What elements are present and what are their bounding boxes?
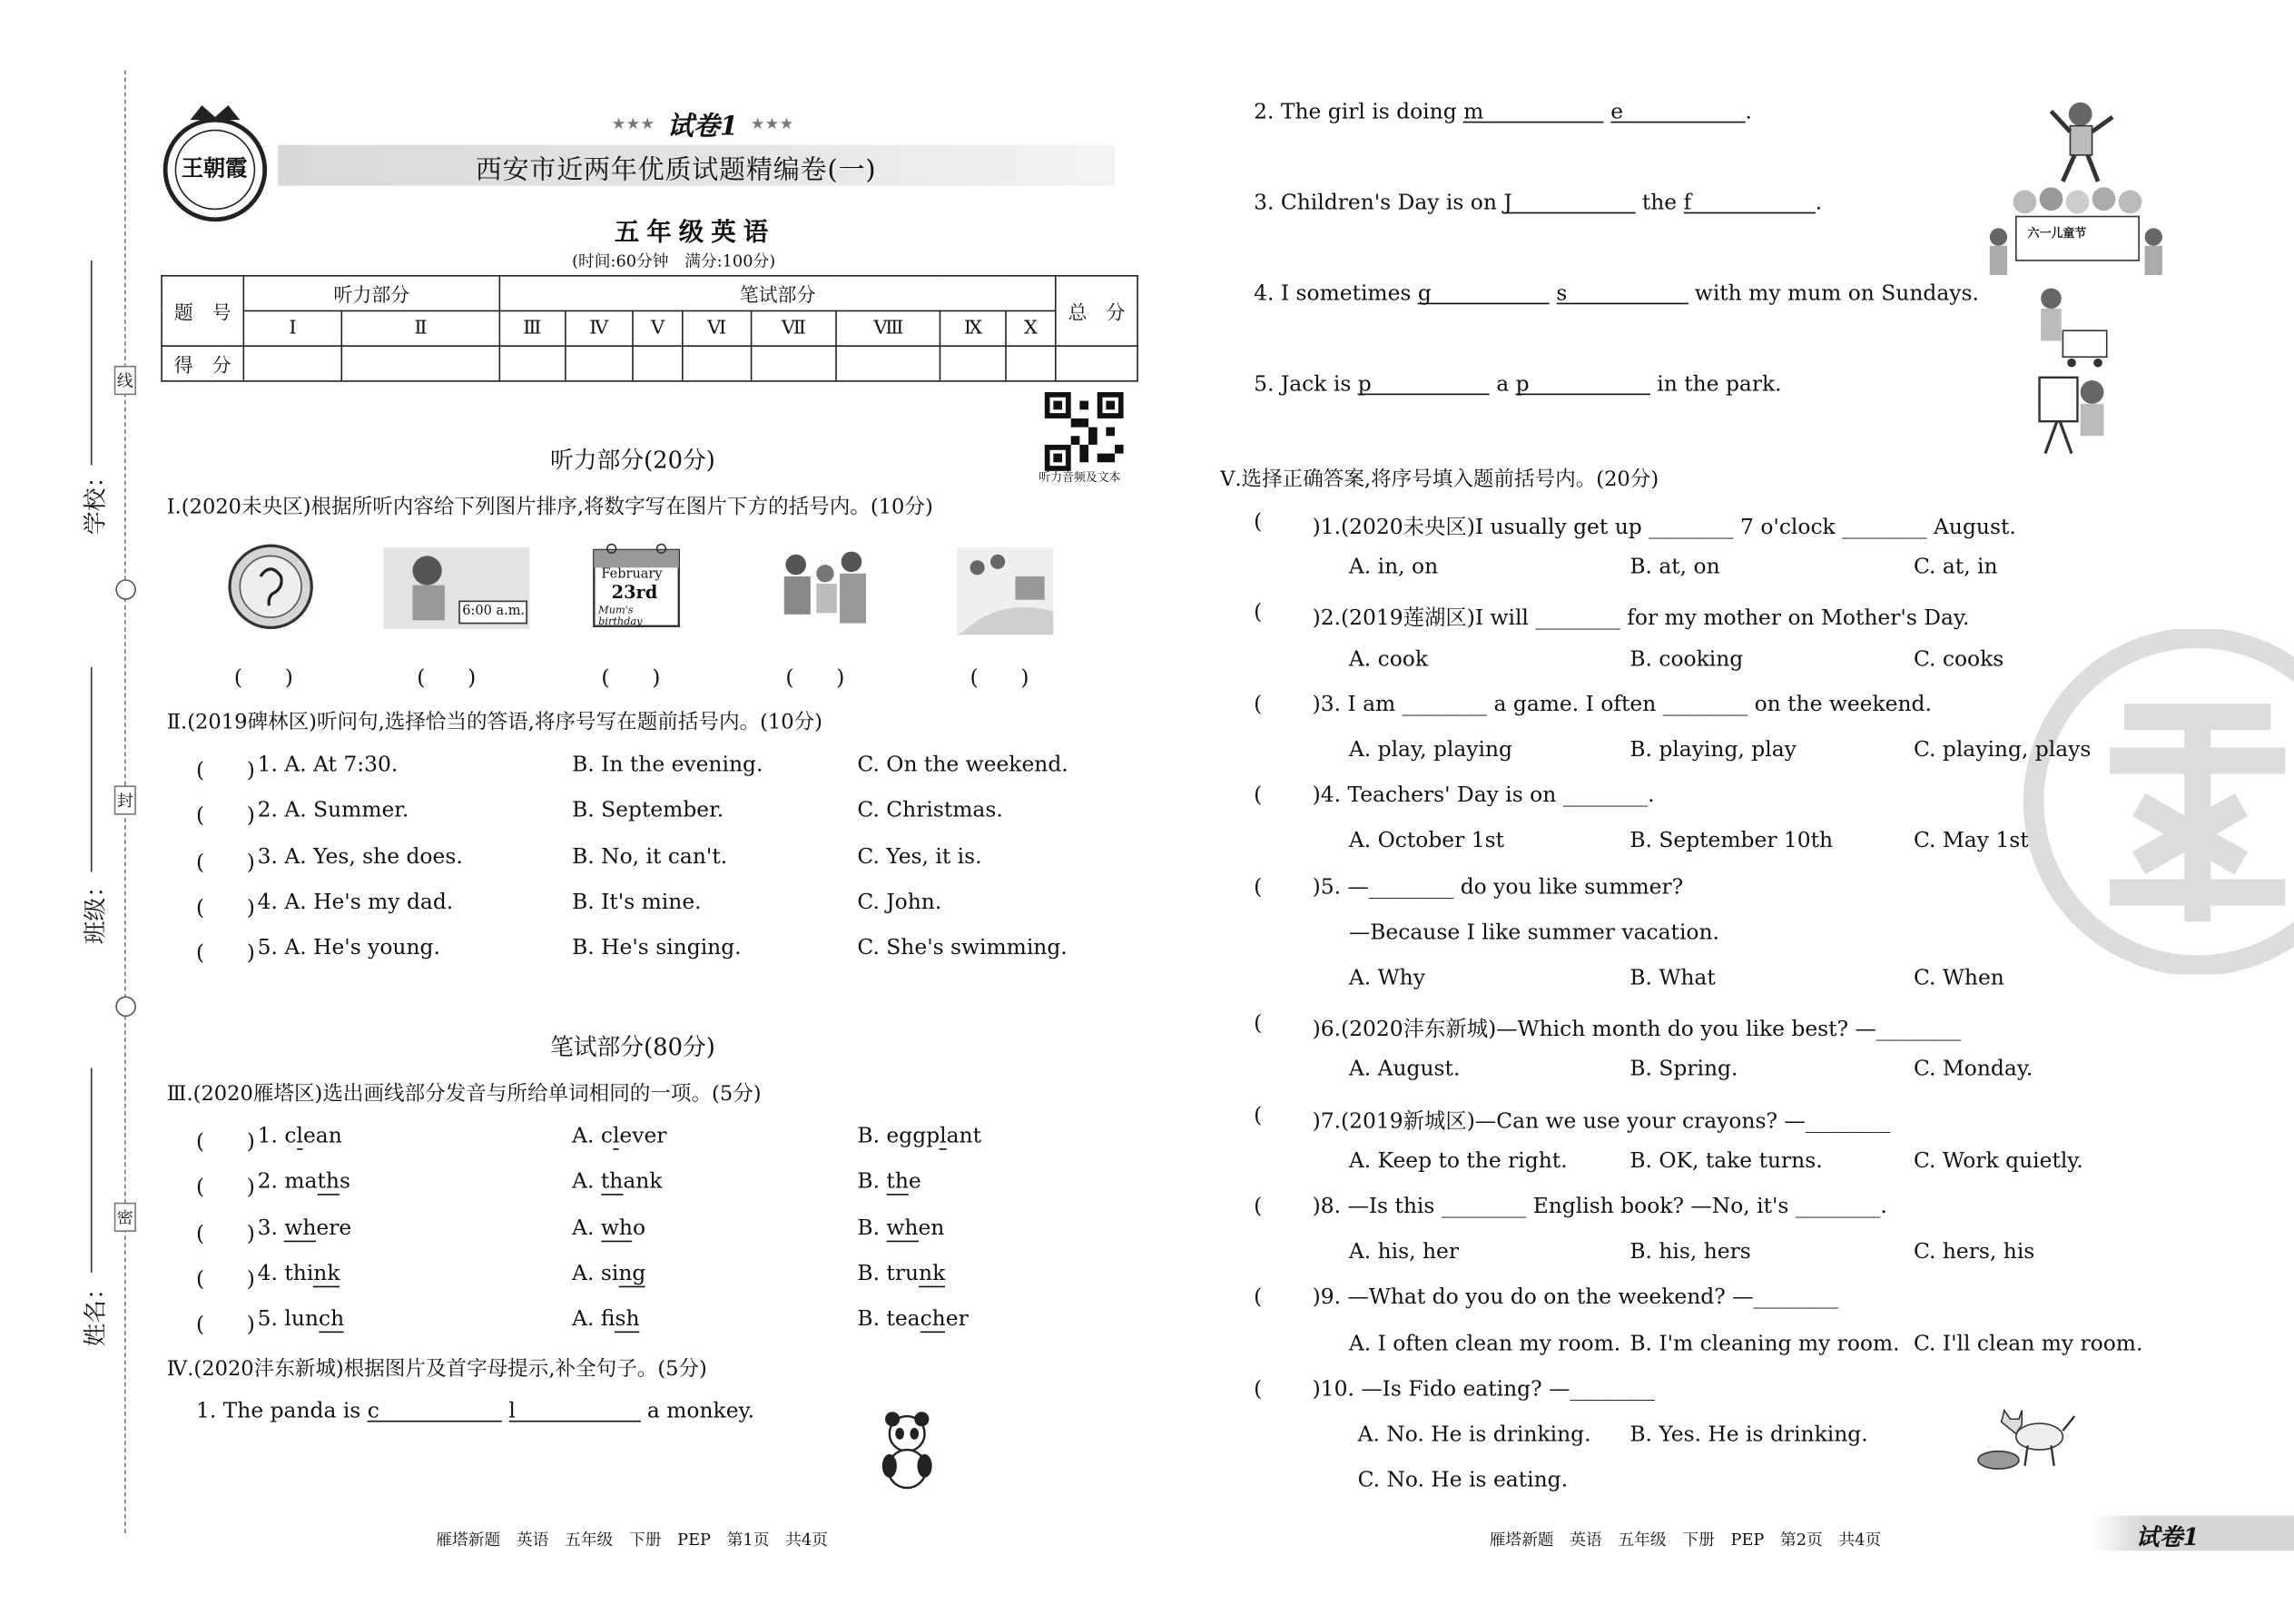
option-b [857, 1216, 944, 1240]
question-number: 2. [257, 1170, 278, 1195]
numeral-cell: Ⅷ [837, 310, 940, 346]
option-a: A. No. He is drinking. [1357, 1423, 1591, 1447]
part1-title: Ⅰ.(2020未央区)根据所听内容给下列图片排序,将数字写在图片下方的括号内。(10分) [166, 496, 933, 520]
answer-bracket[interactable]: ( ) [195, 896, 255, 920]
listening-heading: 听力部分(20分) [549, 446, 715, 475]
underlined-sound: ch [920, 1308, 946, 1332]
word-part: ank [623, 1170, 663, 1195]
answer-bracket-open[interactable]: ( [1254, 784, 1263, 808]
score-cell[interactable] [565, 346, 632, 381]
option-c: C. On the weekend. [857, 753, 1068, 777]
word-part: A. [572, 1216, 601, 1240]
seal-secret-char: 密 [114, 1203, 136, 1232]
underlined-sound: l [296, 1125, 303, 1149]
letter-blank[interactable] [1418, 282, 1550, 304]
question-word [258, 1125, 342, 1148]
question-text-line2: —Because I like summer vacation. [1348, 920, 1719, 945]
answer-bracket[interactable]: ( ) [785, 666, 845, 691]
answer-bracket[interactable]: ( ) [195, 804, 255, 829]
letter-blank[interactable] [368, 1400, 502, 1422]
option-b: B. He's singing. [572, 936, 742, 960]
letter-blank[interactable] [508, 1400, 640, 1422]
score-cell[interactable] [633, 346, 683, 381]
underlined-sound: nk [919, 1262, 946, 1286]
option-c: C. When [1913, 967, 2004, 991]
option-a: A. cook [1348, 647, 1429, 672]
underlined-sound: wh [284, 1216, 317, 1240]
option-a: 4. A. He's my dad. [257, 891, 454, 915]
question-text: )5. —________ do you like summer? [1312, 875, 1684, 900]
option-c: C. Yes, it is. [857, 844, 982, 869]
answer-bracket-open[interactable]: ( [1254, 601, 1263, 625]
underlined-sound: th [886, 1170, 909, 1195]
question-text: )1.(2020未央区)I usually get up ________ 7 o'clock ________ August. [1312, 516, 2016, 540]
fill-in-sentence [1254, 101, 1752, 124]
part4-title: Ⅳ.(2020沣东新城)根据图片及首字母提示,补全句子。(5分) [166, 1357, 707, 1382]
word-part: ere [316, 1216, 352, 1240]
word-part: ma [284, 1170, 318, 1195]
answer-bracket[interactable]: ( ) [417, 666, 477, 691]
underlined-sound: nk [313, 1262, 340, 1286]
word-part: er [945, 1308, 969, 1332]
writing-header: 笔试部分 [499, 276, 1055, 311]
word-part: A. si [572, 1262, 619, 1286]
option-a: 5. A. He's young. [257, 936, 440, 960]
dog-picture-icon [1972, 1402, 2077, 1475]
score-table [161, 275, 1138, 382]
numeral-cell: Ⅹ [1006, 310, 1056, 346]
numeral-cell: Ⅶ [751, 310, 837, 346]
paper-number: 试卷1 [666, 111, 739, 143]
class-blank[interactable] [91, 667, 93, 872]
option-a: A. Keep to the right. [1348, 1149, 1568, 1174]
letter-blank[interactable] [1556, 282, 1688, 304]
sentence-start: 5. Jack is [1254, 372, 1358, 397]
word-part: A. [572, 1170, 601, 1195]
sentence-mid [1550, 282, 1556, 306]
shopping-picture-icon [2028, 284, 2112, 369]
letter-blank[interactable] [1684, 192, 1816, 213]
word-part: ever [619, 1125, 667, 1149]
word-part: B. [857, 1216, 887, 1240]
part2-title: Ⅱ.(2019碑林区)听问句,选择恰当的答语,将序号写在题前括号内。(10分) [166, 711, 822, 735]
hint-letter: c [367, 1400, 379, 1424]
sentence-start: 2. The girl is doing [1254, 101, 1464, 124]
score-cell[interactable] [1006, 346, 1056, 381]
secret-stamp-watermark-icon [2022, 629, 2294, 974]
question-number: 3. [257, 1216, 278, 1240]
option-c: C. Christmas. [857, 799, 1003, 823]
option-c: C. hers, his [1913, 1240, 2035, 1265]
option-a: A. I often clean my room. [1348, 1332, 1621, 1356]
word-part: B. [857, 1170, 887, 1195]
option-b: B. at, on [1629, 556, 1720, 580]
question-number: 5. [257, 1308, 278, 1332]
question-text: )3. I am ________ a game. I often ________ on the weekend. [1312, 693, 1932, 717]
footer-left: 雁塔新题 英语 五年级 下册 PEP 第1页 共4页 [436, 1530, 828, 1550]
time-info: (时间:60分钟 满分:100分) [572, 251, 776, 271]
option-b: B. I'm cleaning my room. [1629, 1332, 1900, 1356]
sentence-end: a monkey. [640, 1400, 755, 1424]
binding-margin [0, 0, 146, 1624]
clock-time-text: 6:00 a.m. [462, 604, 526, 619]
childrens-day-sign-text: 六一儿童节 [2027, 225, 2087, 241]
option-c: C. Work quietly. [1913, 1149, 2083, 1174]
answer-bracket[interactable]: ( ) [195, 851, 255, 875]
hint-letter: l [508, 1400, 516, 1424]
underlined-sound: wh [886, 1216, 919, 1240]
option-a: 3. A. Yes, she does. [257, 844, 463, 869]
binding-hole-icon [115, 996, 136, 1017]
underlined-sound: l [940, 1125, 947, 1149]
logo-text: 王朝霞 [181, 154, 248, 182]
answer-bracket[interactable]: ( ) [195, 1176, 255, 1200]
score-cell[interactable] [342, 346, 500, 381]
answer-bracket[interactable]: ( ) [233, 666, 293, 691]
answer-bracket[interactable]: ( ) [195, 1314, 255, 1338]
question-word [258, 1308, 344, 1332]
option-a: A. Why [1348, 967, 1425, 991]
option-a: A. play, playing [1348, 738, 1513, 763]
word-part: o [632, 1216, 646, 1240]
school-label: 学校： [81, 464, 110, 536]
subject-title: 五年级英语 [614, 218, 776, 248]
hint-letter: g [1417, 282, 1432, 306]
sentence-mid: a [1489, 372, 1516, 397]
park-picture-icon [957, 547, 1053, 635]
hint-letter: f [1683, 192, 1692, 215]
sentence-end: . [1745, 101, 1752, 124]
question-text: )8. —Is this ________ English book? —No, it's ________. [1312, 1195, 1887, 1219]
option-c: C. playing, plays [1913, 738, 2092, 763]
calendar-month: February [601, 567, 663, 583]
question-word [258, 1216, 352, 1240]
option-c: C. John. [857, 891, 942, 915]
header-stars-left: ★★★ [611, 113, 655, 133]
girl-exercise-picture-icon [2048, 96, 2115, 184]
option-a [572, 1216, 645, 1240]
option-a: 1. A. At 7:30. [257, 753, 399, 777]
hint-letter: p [1357, 372, 1372, 397]
calendar-day: 23rd [611, 582, 658, 603]
numeral-cell: Ⅱ [342, 310, 500, 346]
score-cell[interactable] [499, 346, 565, 381]
word-part: s [339, 1170, 350, 1195]
sentence-end: with my mum on Sundays. [1688, 282, 1979, 306]
score-cell[interactable] [940, 346, 1006, 381]
answer-bracket-open[interactable]: ( [1254, 1104, 1263, 1127]
total-header: 总 分 [1056, 276, 1137, 346]
name-label: 姓名： [81, 1276, 110, 1347]
underlined-sound: ch [318, 1308, 345, 1332]
option-a [572, 1125, 666, 1148]
footer-right: 雁塔新题 英语 五年级 下册 PEP 第2页 共4页 [1489, 1530, 1882, 1550]
numeral-cell: Ⅸ [940, 310, 1006, 346]
option-a: A. his, her [1348, 1240, 1460, 1265]
option-a [572, 1171, 662, 1195]
option-c: C. She's swimming. [857, 936, 1068, 960]
option-b: B. cooking [1629, 647, 1744, 672]
part3-title: Ⅲ.(2020雁塔区)选出画线部分发音与所给单词相同的一项。(5分) [166, 1082, 762, 1107]
sentence-start: 3. Children's Day is on [1254, 192, 1504, 215]
option-b: B. No, it can't. [572, 844, 728, 869]
answer-bracket-open[interactable]: ( [1254, 1195, 1263, 1219]
answer-bracket-open[interactable]: ( [1254, 693, 1263, 717]
question-number: 1. [257, 1125, 278, 1149]
option-c: C. No. He is eating. [1357, 1469, 1569, 1493]
name-blank[interactable] [91, 1068, 93, 1273]
letter-blank[interactable] [1516, 373, 1650, 395]
sentence-mid: the [1635, 192, 1684, 215]
question-text: )6.(2020沣东新城)—Which month do you like best? —________ [1312, 1018, 1962, 1042]
writing-heading: 笔试部分(80分) [549, 1032, 715, 1061]
word-part: ant [946, 1125, 982, 1149]
option-b: B. September 10th [1629, 830, 1834, 854]
fill-in-sentence [1254, 373, 1781, 397]
row-label-score: 得 分 [162, 346, 243, 381]
answer-bracket[interactable]: ( ) [195, 759, 255, 783]
underlined-sound: th [600, 1170, 624, 1195]
numeral-cell: Ⅳ [565, 310, 632, 346]
word-part: ean [302, 1125, 342, 1149]
underlined-sound: ng [618, 1262, 646, 1286]
hint-letter: m [1463, 101, 1484, 124]
question-text: )4. Teachers' Day is on ________. [1312, 784, 1655, 808]
option-c: C. cooks [1913, 647, 2004, 672]
option-b: B. Yes. He is drinking. [1629, 1423, 1868, 1447]
option-a: A. in, on [1348, 556, 1439, 580]
underlined-sound: th [317, 1170, 340, 1195]
letter-blank[interactable] [1503, 192, 1635, 213]
sentence-end: in the park. [1649, 372, 1782, 397]
people-picture-icon [773, 547, 875, 632]
total-score-cell[interactable] [1056, 346, 1137, 381]
option-a: 2. A. Summer. [257, 799, 409, 823]
answer-bracket-open[interactable]: ( [1254, 510, 1263, 535]
option-b: B. It's mine. [572, 891, 702, 915]
word-part: B. eggp [857, 1125, 940, 1149]
painting-picture-icon [2033, 371, 2115, 456]
question-text: )10. —Is Fido eating? —________ [1312, 1377, 1655, 1402]
numeral-cell: Ⅵ [683, 310, 751, 346]
option-b: B. playing, play [1629, 738, 1797, 763]
hint-letter: e [1610, 101, 1624, 124]
score-cell[interactable] [683, 346, 751, 381]
fill-in-sentence [1254, 192, 1822, 215]
answer-bracket[interactable]: ( ) [195, 1222, 255, 1246]
underlined-sound: wh [600, 1216, 633, 1240]
row-label-number: 题 号 [162, 276, 243, 346]
option-b: B. In the evening. [572, 753, 763, 777]
panda-picture-icon [872, 1402, 942, 1492]
option-c: C. I'll clean my room. [1913, 1332, 2143, 1356]
qr-code-icon[interactable] [1045, 392, 1124, 471]
numeral-cell: Ⅲ [499, 310, 565, 346]
word-part: B. tru [857, 1262, 920, 1286]
option-c: C. Monday. [1913, 1058, 2033, 1082]
sentence-start: 1. The panda is [195, 1400, 368, 1424]
underlined-sound: l [612, 1125, 620, 1149]
class-label: 班级： [81, 873, 110, 945]
word-part: e [908, 1170, 921, 1195]
question-number: 4. [257, 1262, 278, 1286]
letter-blank[interactable] [1610, 101, 1745, 123]
sentence-end: . [1815, 192, 1822, 215]
option-a: A. October 1st [1348, 830, 1504, 854]
part5-title: Ⅴ.选择正确答案,将序号填入题前括号内。(20分) [1220, 468, 1659, 492]
seal-line-char: 线 [114, 366, 136, 395]
calendar-note: Mum's birthday [598, 604, 643, 628]
question-text: )9. —What do you do on the weekend? —________ [1312, 1286, 1839, 1311]
answer-bracket[interactable]: ( ) [195, 942, 255, 966]
fill-in-sentence [1254, 282, 1979, 306]
seal-fold-char: 封 [114, 785, 136, 814]
option-b: B. What [1629, 967, 1716, 991]
fill-in-sentence [196, 1400, 754, 1423]
answer-bracket-open[interactable]: ( [1254, 1012, 1263, 1037]
letter-blank[interactable] [1358, 373, 1490, 395]
answer-bracket-open[interactable]: ( [1254, 875, 1263, 900]
option-b [857, 1125, 981, 1148]
option-b: B. Spring. [1629, 1058, 1738, 1082]
letter-blank[interactable] [1463, 101, 1604, 123]
listening-header: 听力部分 [243, 276, 499, 311]
ear-picture-icon [225, 541, 316, 632]
question-text: )2.(2019莲湖区)I will ________ for my mother on Mother's Day. [1312, 607, 1970, 632]
option-b [857, 1263, 945, 1286]
option-a: A. August. [1348, 1058, 1461, 1082]
option-b [857, 1308, 968, 1332]
hint-letter: s [1556, 282, 1568, 306]
score-cell[interactable] [837, 346, 940, 381]
option-b: B. September. [572, 799, 724, 823]
option-c: C. May 1st [1913, 830, 2029, 854]
hint-letter: J [1503, 192, 1512, 215]
option-a [572, 1263, 645, 1286]
school-blank[interactable] [91, 261, 93, 466]
sentence-start: 4. I sometimes [1254, 282, 1418, 306]
question-word [258, 1263, 340, 1286]
hint-letter: p [1515, 372, 1530, 397]
answer-bracket[interactable]: ( ) [195, 1130, 255, 1155]
option-b [857, 1171, 921, 1195]
score-cell[interactable] [751, 346, 837, 381]
word-part: A. fi [572, 1308, 615, 1332]
binding-hole-icon [115, 579, 136, 600]
numeral-cell: Ⅴ [633, 310, 683, 346]
option-c: C. at, in [1913, 556, 1998, 580]
question-word [258, 1171, 350, 1195]
answer-bracket-open[interactable]: ( [1254, 1377, 1263, 1402]
option-b: B. OK, take turns. [1629, 1149, 1823, 1174]
sentence-mid [1604, 101, 1610, 124]
word-part: en [918, 1216, 945, 1240]
word-part: thi [284, 1262, 314, 1286]
question-text: )7.(2019新城区)—Can we use your crayons? —________ [1312, 1109, 1891, 1134]
word-part: c [284, 1125, 297, 1149]
answer-bracket[interactable]: ( ) [195, 1268, 255, 1292]
header-stars-right: ★★★ [750, 113, 794, 133]
qr-caption: 听力音频及文本 [1039, 470, 1121, 485]
underlined-sound: sh [615, 1308, 640, 1332]
numeral-cell: Ⅰ [243, 310, 341, 346]
option-a [572, 1308, 639, 1332]
exam-title: 西安市近两年优质试题精编卷(一) [475, 154, 877, 186]
answer-bracket-open[interactable]: ( [1254, 1286, 1263, 1311]
option-b: B. his, hers [1629, 1240, 1751, 1265]
word-part: A. c [572, 1125, 613, 1149]
footer-badge: 试卷1 [2135, 1522, 2200, 1551]
word-part: B. tea [857, 1308, 921, 1332]
score-cell[interactable] [243, 346, 341, 381]
answer-bracket[interactable]: ( ) [601, 666, 661, 691]
word-part: lun [284, 1308, 319, 1332]
answer-bracket[interactable]: ( ) [970, 666, 1029, 691]
sentence-mid [502, 1400, 508, 1423]
